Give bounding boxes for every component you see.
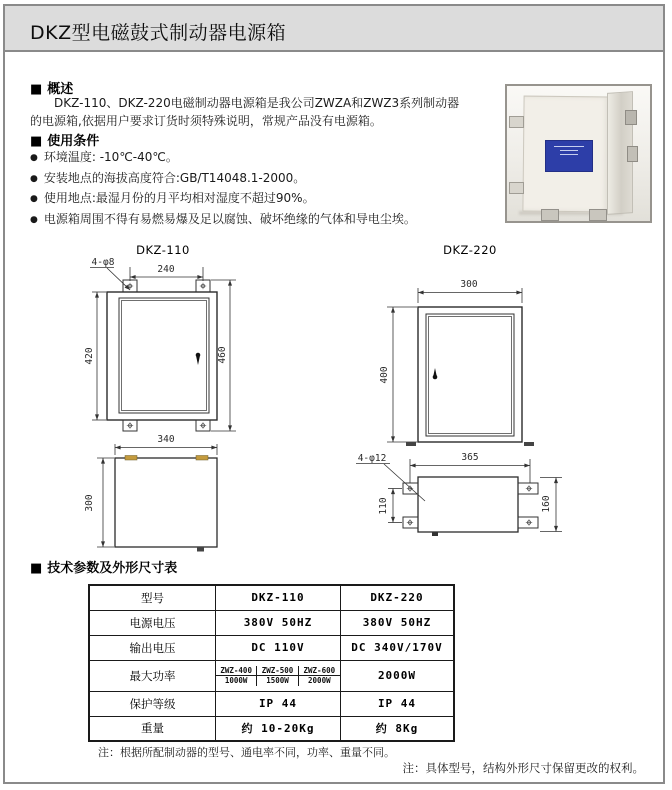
- cell-weight-dkz220: 约 8Kg: [341, 716, 455, 741]
- cell-power-dkz110: [216, 660, 341, 691]
- spec-heading: [30, 557, 177, 576]
- product-photo: [505, 84, 652, 223]
- section-marker-icon: ■: [30, 561, 43, 576]
- overview-text: DKZ-110、DKZ-220电磁制动器电源箱是我公司ZWZA和ZWZ3系列制动器的电源箱,依据用户要求订货时须特殊说明，常规产品没有电源箱。: [30, 96, 460, 128]
- table-row: [89, 635, 454, 660]
- drawings-svg: [0, 238, 672, 560]
- power-sub-value: 1000W: [216, 676, 257, 686]
- dkz220-bottom-view: [356, 452, 562, 536]
- bullet-icon: ●: [30, 194, 38, 204]
- dkz220-dim-400: 400: [379, 366, 390, 384]
- spec-table: [88, 584, 455, 742]
- cell-label-protection: 保护等级: [89, 691, 216, 716]
- dkz110-dim-460: 460: [217, 346, 228, 364]
- power-subtable: [216, 666, 340, 686]
- dkz110-title: DKZ-110: [136, 243, 190, 257]
- condition-text: 电源箱周围不得有易燃易爆及足以腐蚀、破坏绝缘的气体和导电尘埃。: [43, 211, 416, 226]
- cell-weight-dkz110: 约 10-20Kg: [216, 716, 341, 741]
- mounting-lug-icon: [509, 182, 524, 194]
- table-row: [89, 716, 454, 741]
- overview-heading-label: 概述: [47, 82, 74, 97]
- cell-power-dkz220: 2000W: [341, 660, 455, 691]
- power-sub-header: ZWZ-600: [299, 666, 340, 676]
- conditions-heading-label: 使用条件: [47, 134, 100, 149]
- cell-supply-dkz220: 380V 50HZ: [341, 610, 455, 635]
- spec-heading-label: 技术参数及外形尺寸表: [47, 561, 178, 576]
- table-row: [89, 585, 454, 610]
- dkz110-side-view: [84, 456, 217, 552]
- cell-output-dkz110: DC 110V: [216, 635, 341, 660]
- page-title: DKZ型电磁鼓式制动器电源箱: [30, 22, 287, 44]
- cell-label-output: 输出电压: [89, 635, 216, 660]
- cell-protection-dkz220: IP 44: [341, 691, 455, 716]
- table-note: 注：根据所配制动器的型号、通电率不同，功率、重量不同。: [98, 746, 395, 759]
- cell-label-model: 型号: [89, 585, 216, 610]
- condition-text: 环境温度: -10℃-40℃。: [43, 150, 178, 164]
- condition-item: [30, 189, 490, 210]
- conditions-list: [30, 148, 490, 230]
- footer-note: 注：具体型号，结构外形尺寸保留更改的权利。: [402, 761, 644, 775]
- bullet-icon: ●: [30, 153, 38, 163]
- table-row: [89, 660, 454, 691]
- dkz110-dim-240: 240: [157, 264, 175, 275]
- cell-supply-dkz110: 380V 50HZ: [216, 610, 341, 635]
- conditions-heading: [30, 130, 99, 149]
- condition-text: 使用地点:最湿月份的月平均相对湿度不超过90%。: [43, 191, 315, 205]
- mounting-lug-icon: [509, 116, 524, 128]
- dkz110-dim-340: 340: [157, 434, 175, 445]
- cell-model-dkz110: DKZ-110: [216, 585, 341, 610]
- dkz110-dim-420: 420: [84, 347, 95, 365]
- condition-item: [30, 148, 490, 169]
- bullet-icon: ●: [30, 173, 38, 184]
- dkz220-dim-300: 300: [460, 279, 478, 290]
- mounting-foot-icon: [541, 209, 559, 221]
- power-sub-value: 2000W: [308, 676, 331, 685]
- mounting-foot-icon: [589, 209, 607, 221]
- condition-item: [30, 169, 490, 190]
- dkz110-front-view: [84, 243, 236, 455]
- dkz220-dim-365: 365: [461, 452, 479, 463]
- dkz220-front-view: [379, 243, 534, 446]
- condition-item: [30, 210, 490, 231]
- table-row: [89, 610, 454, 635]
- dkz220-dim-110: 110: [378, 497, 389, 515]
- bullet-icon: ●: [30, 214, 38, 225]
- cell-label-power: 最大功率: [89, 660, 216, 691]
- dkz220-title: DKZ-220: [443, 243, 497, 257]
- cell-label-supply: 电源电压: [89, 610, 216, 635]
- table-row: [89, 691, 454, 716]
- cell-model-dkz220: DKZ-220: [341, 585, 455, 610]
- section-marker-icon: ■: [30, 134, 43, 149]
- cell-label-weight: 重量: [89, 716, 216, 741]
- cell-output-dkz220: DC 340V/170V: [341, 635, 455, 660]
- power-sub-header: ZWZ-500: [257, 666, 298, 676]
- power-sub-header: ZWZ-400: [216, 666, 257, 676]
- section-marker-icon: ■: [30, 82, 43, 97]
- cell-protection-dkz110: IP 44: [216, 691, 341, 716]
- dkz220-dim-160: 160: [541, 495, 552, 513]
- dkz110-hole-label: 4-φ8: [91, 257, 115, 268]
- hinge-icon: [627, 146, 638, 162]
- hinge-icon: [625, 110, 637, 125]
- dkz220-hole-label: 4-φ12: [357, 453, 387, 464]
- photo-nameplate: [545, 140, 593, 172]
- power-sub-value: 1500W: [257, 676, 298, 686]
- condition-text: 安装地点的海拔高度符合:GB/T14048.1-2000。: [43, 170, 306, 185]
- dkz110-dim-300: 300: [84, 494, 95, 512]
